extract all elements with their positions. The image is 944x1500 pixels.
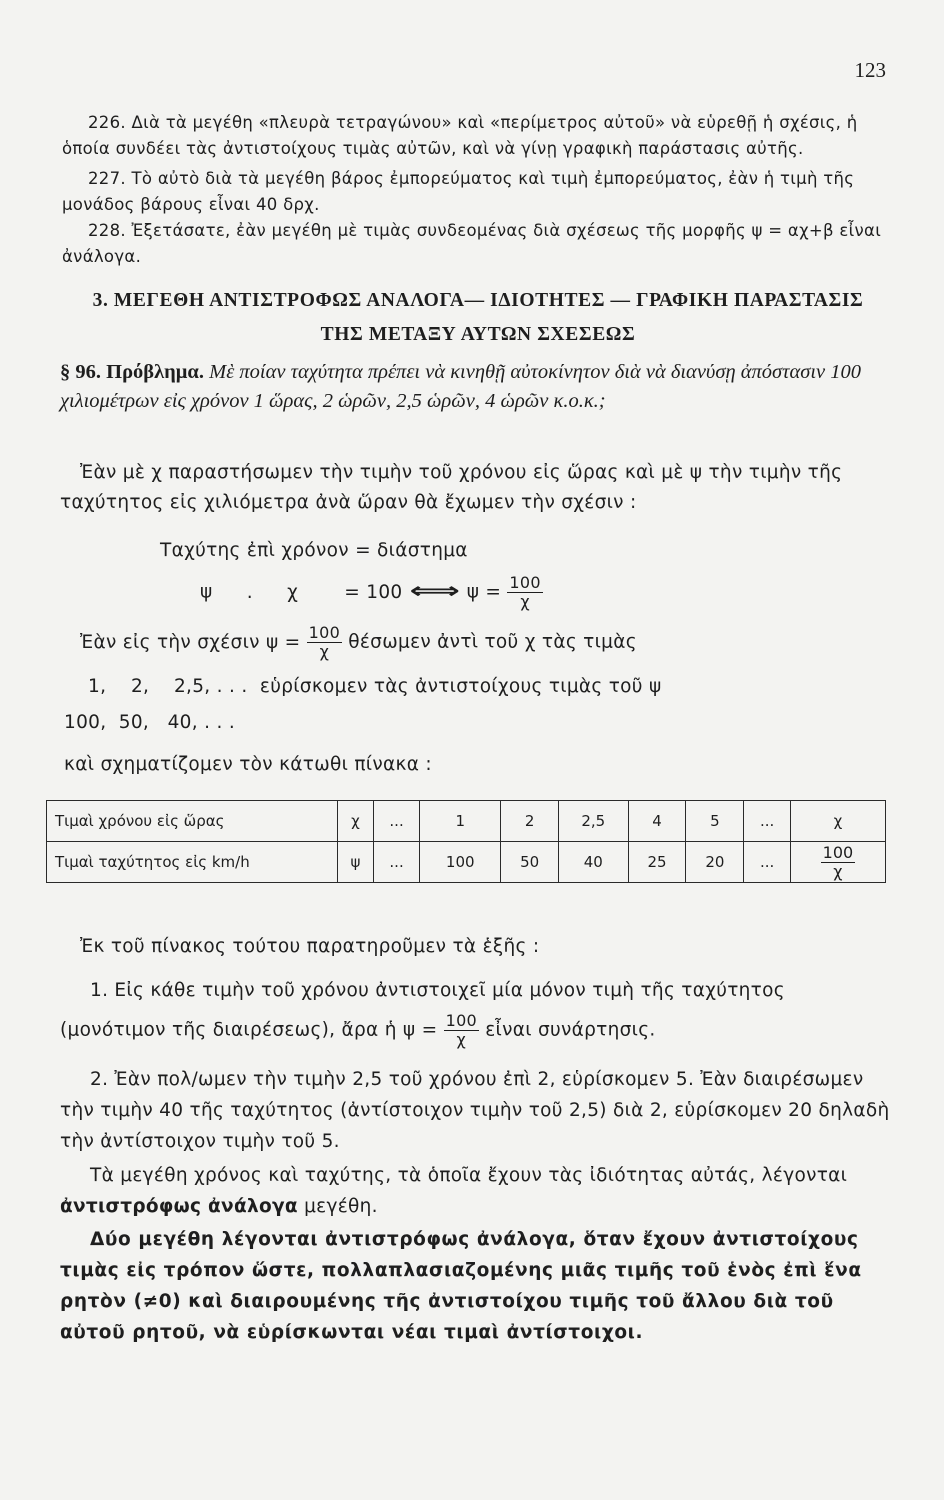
values-table [46, 800, 886, 883]
eq2-rhs: ψ = [466, 581, 502, 603]
x-values-line: 1, 2, 2,5, . . . εὑρίσκομεν τὰς ἀντιστοίχους τιμὰς τοῦ ψ [88, 676, 662, 697]
substitution-pre: Ἐὰν εἰς τὴν σχέσιν ψ = [80, 631, 301, 653]
exercise-number: 227. [88, 169, 126, 188]
table-cell: 50 [501, 842, 559, 883]
table-cell: 4 [628, 801, 686, 842]
exercise-226 [62, 110, 894, 162]
table-cell: 5 [686, 801, 744, 842]
table-cell: 2,5 [559, 801, 628, 842]
property-3 [60, 1160, 896, 1222]
numerator: 100 [445, 1011, 478, 1030]
fraction-100-over-x [821, 844, 856, 881]
section-heading-line1: 3. ΜΕΓΕΘΗ ΑΝΤΙΣΤΡΟΦΩΣ ΑΝΑΛΟΓΑ— ΙΔΙΟΤΗΤΕΣ — ΓΡΑΦΙΚΗ ΠΑΡΑΣΤΑΣΙΣ [92, 290, 864, 311]
property-1 [60, 976, 896, 1049]
denominator: χ [319, 642, 330, 661]
table-row-time [47, 801, 886, 842]
property-3-end: μεγέθη. [304, 1196, 378, 1217]
fraction-100-over-x [307, 624, 342, 661]
table-cell: ... [744, 801, 790, 842]
fraction-100-over-x [507, 574, 542, 611]
property-3-bold: ἀντιστρόφως ἀνάλογα [60, 1196, 298, 1217]
property-1-line1: 1. Εἰς κάθε τιμὴν τοῦ χρόνου ἀντιστοιχεῖ μία μόνον τιμὴ τῆς ταχύτητος [90, 980, 785, 1001]
table-row-speed [47, 842, 886, 883]
denominator: χ [456, 1030, 467, 1049]
problem-text: Μὲ ποίαν ταχύτητα πρέπει νὰ κινηθῇ αὐτοκίνητον διὰ νὰ διανύσῃ ἀπόστασιν 100 χιλιομέτρων εἰς χρόνον 1 ὥρας, 2 ὡρῶν, 2,5 ὡρῶν, 4 ὡρῶν κ.ο.κ.; [60, 361, 862, 412]
table-cell: 40 [559, 842, 628, 883]
eq2-chi: χ [287, 581, 299, 603]
exercise-228 [62, 218, 894, 270]
property-1-post: εἶναι συνάρτησις. [485, 1019, 656, 1041]
equation-1: Ταχύτης ἐπὶ χρόνον = διάστημα [160, 540, 468, 561]
equivalence-arrow: ⟺ [409, 578, 461, 604]
numerator: 100 [509, 573, 541, 592]
table-cell: χ [338, 801, 374, 842]
section-heading-line2: ΤΗΣ ΜΕΤΑΞΥ ΑΥΤΩΝ ΣΧΕΣΕΩΣ [320, 324, 636, 345]
eq2-psi: ψ [200, 581, 213, 603]
eq2-dot: . [246, 581, 253, 603]
exercise-text: Τὸ αὐτὸ διὰ τὰ μεγέθη βάρος ἐμπορεύματος καὶ τιμὴ ἐμπορεύματος, ἐὰν ἡ τιμὴ τῆς μονάδος βάρους εἶναι 40 δρχ. [62, 169, 855, 214]
intro-paragraph: Ἐὰν μὲ χ παραστήσωμεν τὴν τιμὴν τοῦ χρόνου εἰς ὥρας καὶ μὲ ψ τὴν τιμὴν τῆς ταχύτητος εἰς χιλιόμετρα ἀνὰ ὥραν θὰ ἔχωμεν τὴν σχέσιν : [60, 462, 843, 513]
table-header-time: Τιμαὶ χρόνου εἰς ὥρας [47, 801, 338, 842]
table-cell: 1 [420, 801, 501, 842]
section-heading [60, 284, 896, 352]
table-cell: ... [373, 842, 419, 883]
definition-paragraph: Δύο μεγέθη λέγονται ἀντιστρόφως ἀνάλογα, ὅταν ἔχουν ἀντιστοίχους τιμὰς εἰς τρόπον ὥστε, πολλαπλασιαζομένης μιᾶς τιμῆς τοῦ ἑνὸς ἐπὶ ἕνα ρητὸν (≠0) καὶ διαιρουμένης τῆς ἀντιστοίχου τιμῆς τοῦ ἄλλου διὰ τοῦ αὐτοῦ ρητοῦ, νὰ εὑρίσκωνται νέαι τιμαὶ ἀντίστοιχοι. [60, 1229, 862, 1343]
table-cell: 100 [420, 842, 501, 883]
exercise-227 [62, 166, 894, 218]
table-cell: 20 [686, 842, 744, 883]
denominator: χ [833, 861, 843, 881]
table-cell: 25 [628, 842, 686, 883]
property-3-text: Τὰ μεγέθη χρόνος καὶ ταχύτης, τὰ ὁποῖα ἔχουν τὰς ἰδιότητας αὐτάς, λέγονται [90, 1165, 848, 1186]
fraction-100-over-x [444, 1012, 479, 1049]
substitution-line [60, 624, 896, 661]
exercise-text: Ἐξετάσατε, ἐὰν μεγέθη μὲ τιμὰς συνδεομένας διὰ σχέσεως τῆς μορφῆς ψ = αχ+β εἶναι ἀνάλογα. [62, 221, 882, 266]
equation-2 [200, 574, 860, 611]
table-header-speed: Τιμαὶ ταχύτητος εἰς km/h [47, 842, 338, 883]
table-cell: 2 [501, 801, 559, 842]
exercise-number: 228. [88, 221, 126, 240]
denominator: χ [520, 592, 530, 611]
eq2-value: = 100 [344, 581, 403, 603]
table-cell: ... [373, 801, 419, 842]
numerator: 100 [822, 842, 854, 862]
substitution-post: θέσωμεν ἀντὶ τοῦ χ τὰς τιμὰς [348, 631, 637, 653]
table-cell: ... [744, 842, 790, 883]
exercise-text: Διὰ τὰ μεγέθη «πλευρὰ τετραγώνου» καὶ «περίμετρος αὐτοῦ» νὰ εὑρεθῇ ἡ σχέσις, ἡ ὁποία συνδέει τὰς ἀντιστοίχους τιμὰς αὐτῶν, καὶ νὰ γίνῃ γραφικὴ παράστασις αὐτῆς. [62, 113, 858, 158]
table-cell: ψ [338, 842, 374, 883]
property-2: 2. Ἐὰν πολ/ωμεν τὴν τιμὴν 2,5 τοῦ χρόνου ἐπὶ 2, εὑρίσκομεν 5. Ἐὰν διαιρέσωμεν τὴν τιμὴν 40 τῆς ταχύτητος (ἀντίστοιχον τιμὴν τοῦ 2,5) διὰ 2, εὑρίσκομεν 20 δηλαδὴ τὴν ἀντίστοιχον τιμὴν τοῦ 5. [60, 1069, 890, 1152]
table-intro: καὶ σχηματίζομεν τὸν κάτωθι πίνακα : [64, 754, 432, 775]
y-values-line: 100, 50, 40, . . . [64, 712, 236, 733]
observation-intro: Ἐκ τοῦ πίνακος τούτου παρατηροῦμεν τὰ ἑξῆς : [80, 936, 540, 957]
page-number: 123 [854, 58, 886, 82]
problem-statement [60, 358, 896, 416]
table-cell [790, 842, 885, 883]
exercise-number: 226. [88, 113, 126, 132]
property-1-line2 [60, 1012, 896, 1049]
table-cell: χ [790, 801, 885, 842]
property-1-pre: (μονότιμον τῆς διαιρέσεως), ἄρα ἡ ψ = [60, 1019, 438, 1041]
numerator: 100 [308, 623, 341, 642]
problem-label: § 96. Πρόβλημα. [60, 361, 204, 383]
